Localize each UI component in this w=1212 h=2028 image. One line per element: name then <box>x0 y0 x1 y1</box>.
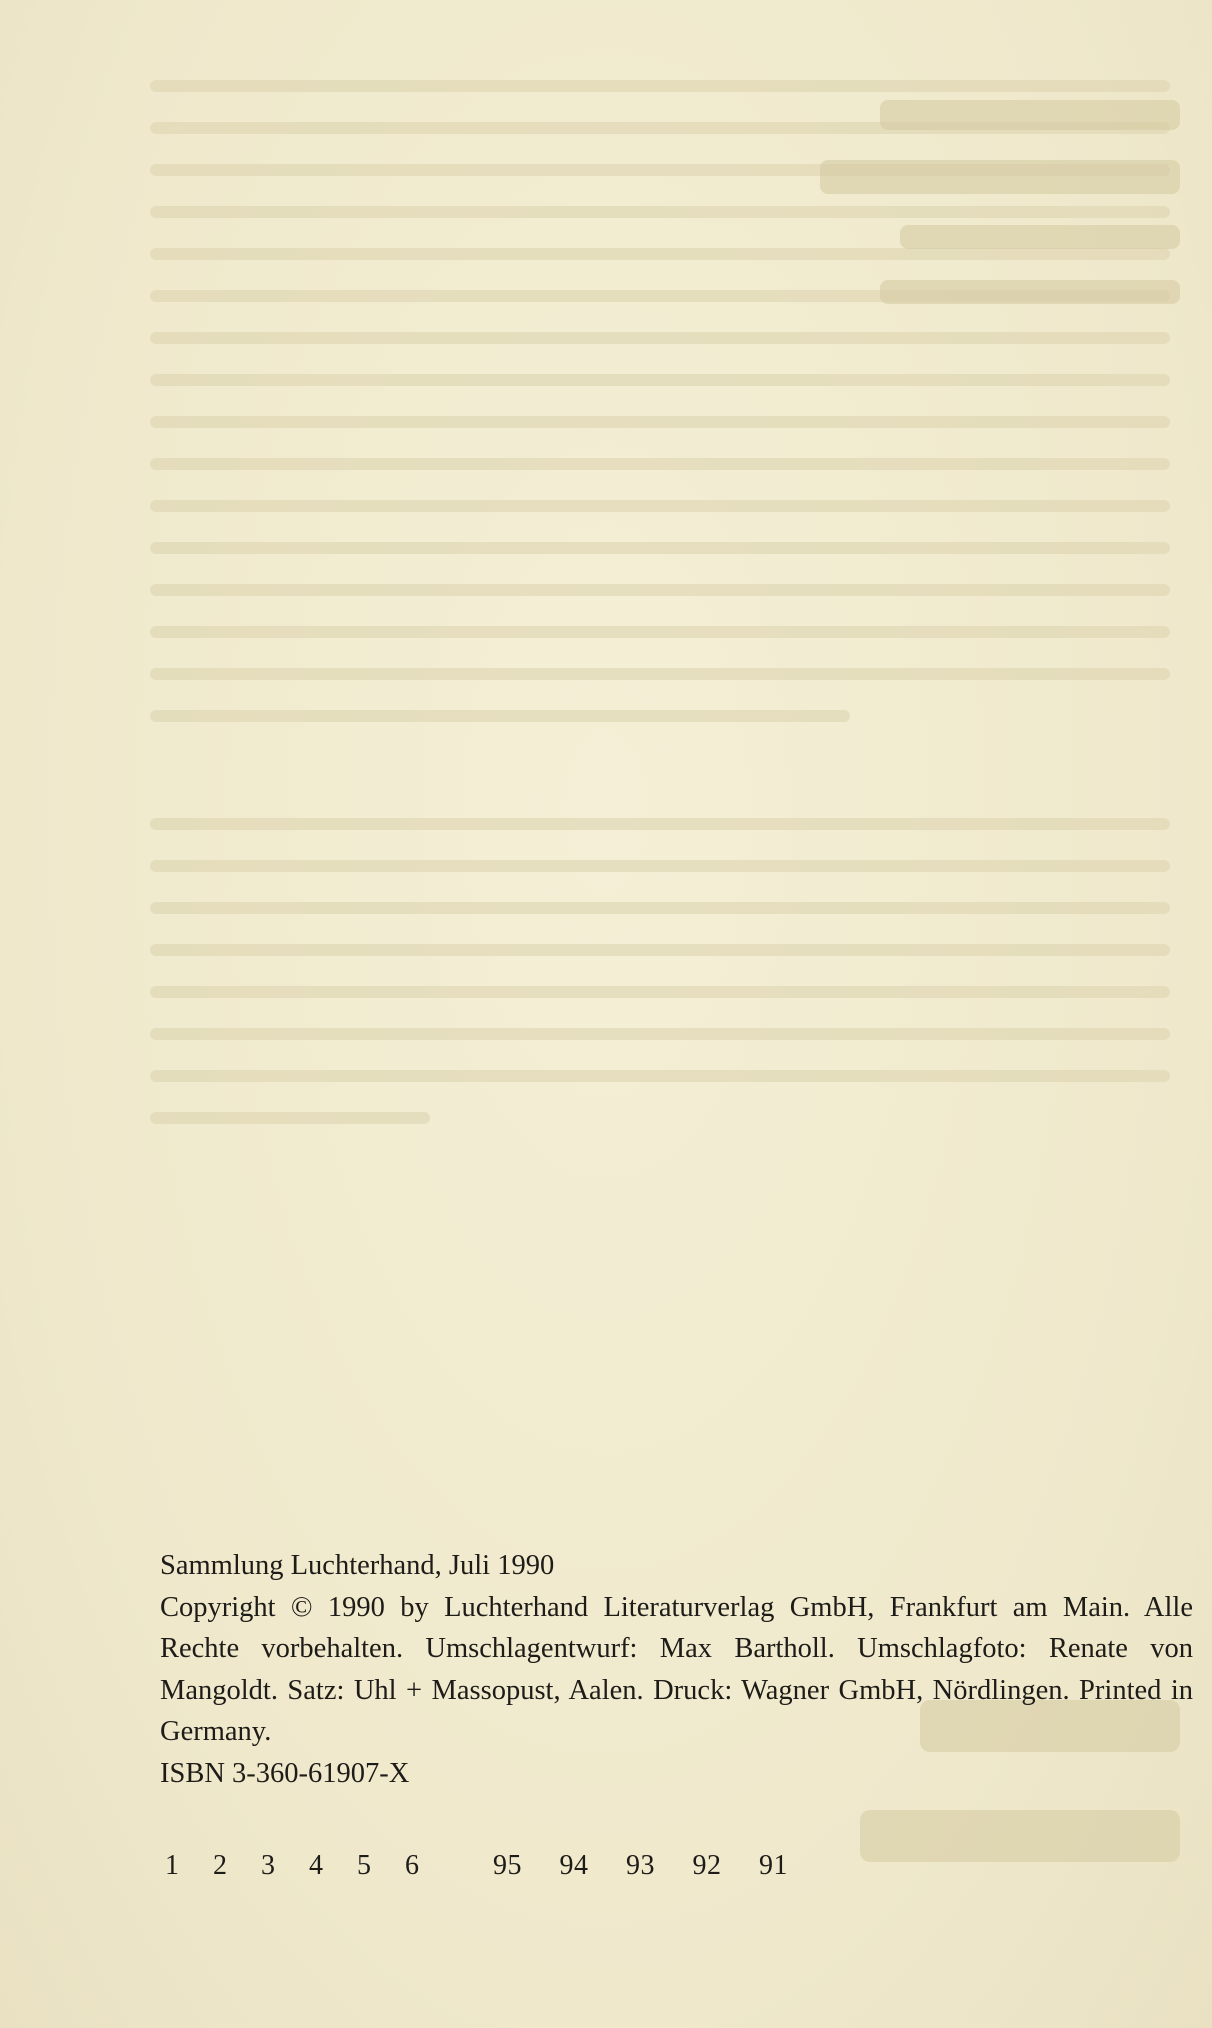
printing-year: 93 <box>626 1850 655 1881</box>
printing-year: 94 <box>559 1850 589 1881</box>
printing-year: 92 <box>692 1850 722 1881</box>
printing-number: 6 <box>405 1850 420 1881</box>
printing-line <box>165 1850 818 1882</box>
printing-number: 3 <box>261 1850 276 1881</box>
printing-number: 1 <box>165 1850 180 1881</box>
printing-year: 95 <box>493 1850 522 1881</box>
printing-number: 5 <box>357 1850 372 1881</box>
printing-year: 91 <box>759 1850 788 1881</box>
printing-number: 4 <box>309 1850 324 1881</box>
copyright-text: Copyright © 1990 by Luchterhand Literaturverlag GmbH, Frankfurt am Main. Alle Rechte vorbehalten. Umschlagentwurf: Max Bartholl. Umschlagfoto: Renate von Mangoldt. Satz: Uhl + Massopust, Aalen. Druck: Wagner GmbH, Nördlingen. Printed in Germany. <box>160 1591 1193 1747</box>
imprint-block <box>160 1545 1193 1794</box>
isbn-line: ISBN 3-360-61907-X <box>160 1757 410 1789</box>
printing-number: 2 <box>213 1850 228 1881</box>
series-line: Sammlung Luchterhand, Juli 1990 <box>160 1550 555 1581</box>
